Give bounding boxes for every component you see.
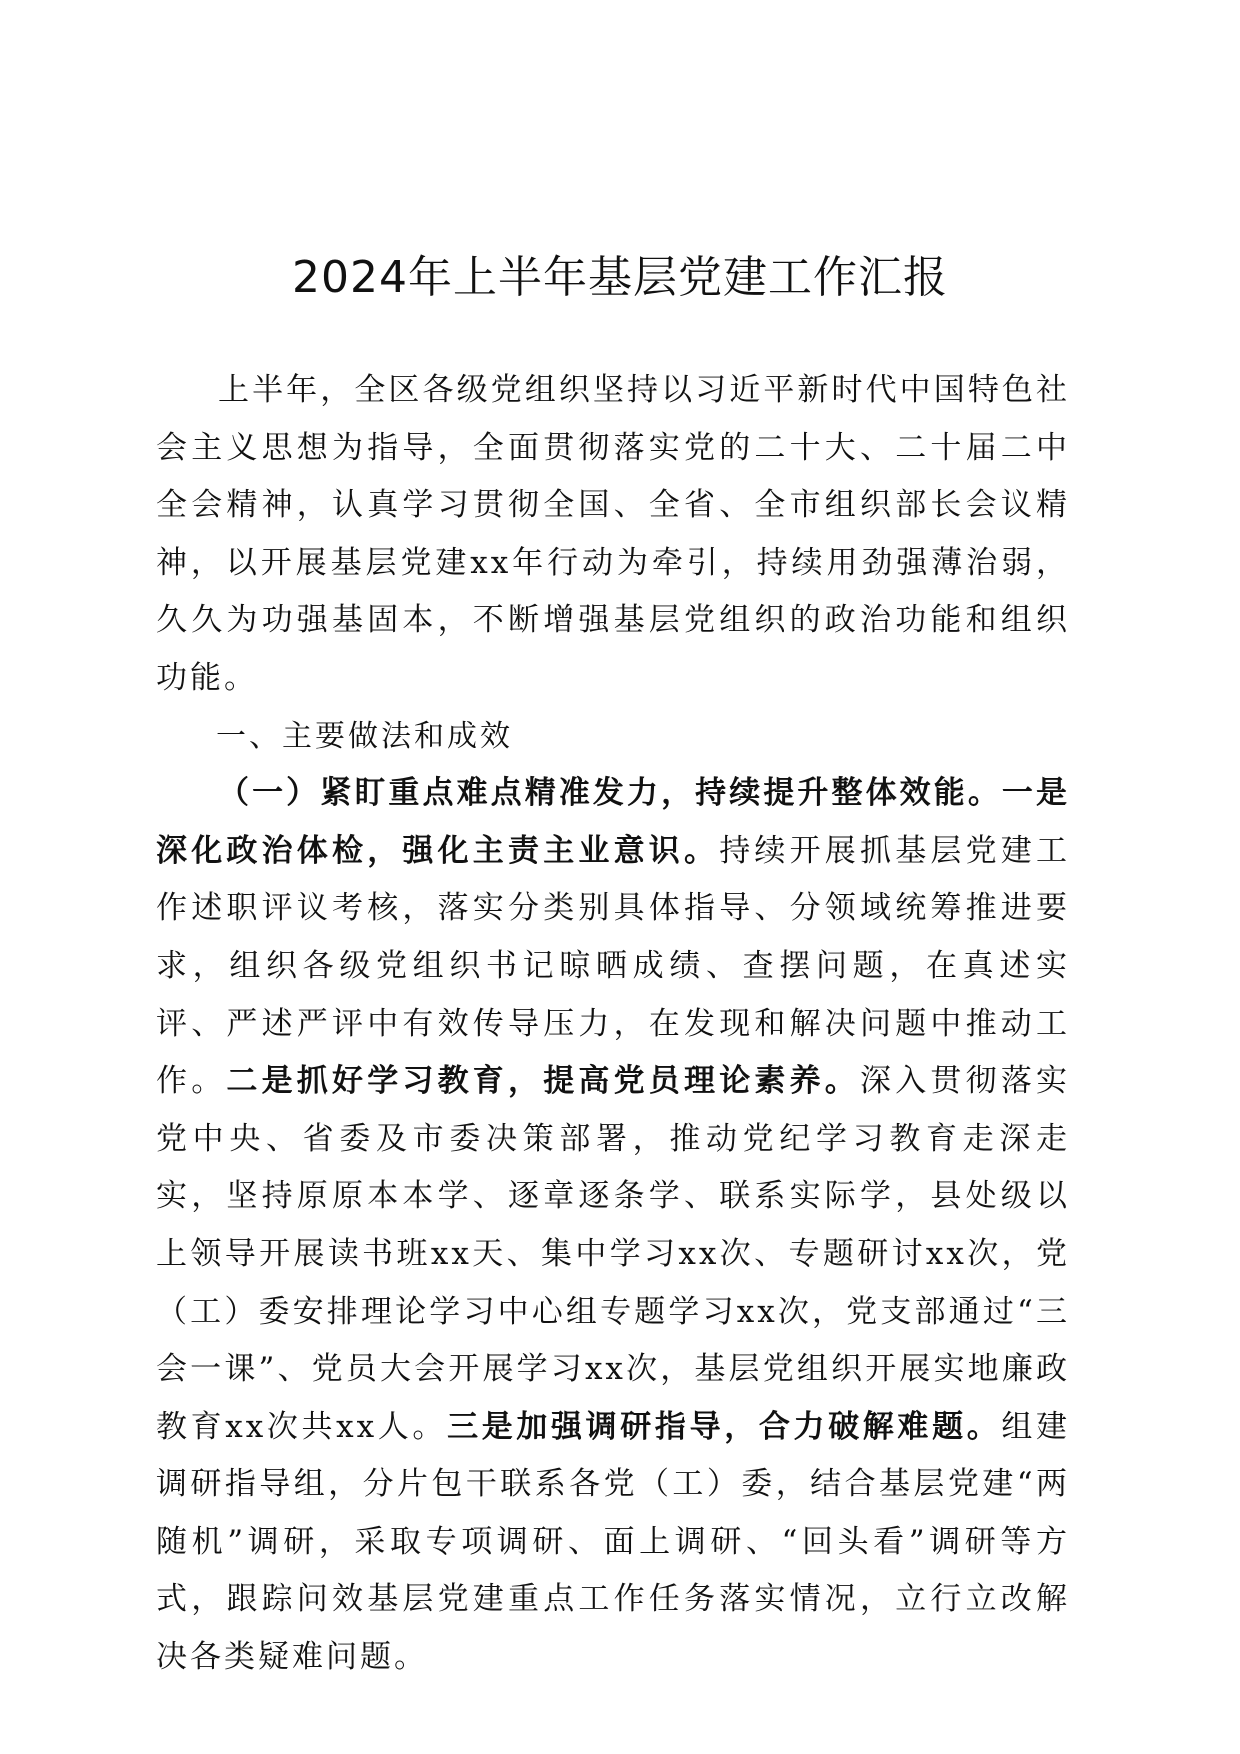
- section-heading-main-practices: 一、主要做法和成效: [216, 718, 513, 754]
- intro-paragraph: 上半年，全区各级党组织坚持以习近平新时代中国特色社会主义思想为指导，全面贯彻落实党的二十大、二十届二中全会精神，认真学习贯彻全国、全省、全市组织部长会议精神，以开展基层党建xx年行动为牵引，持续用劲强薄治弱，久久为功强基固本，不断增强基层党组织的政治功能和组织功能。: [156, 372, 1070, 696]
- point-3-lead: 三是加强调研指导，合力破解难题。: [447, 1408, 1002, 1445]
- document-title: 2024年上半年基层党建工作汇报: [292, 252, 948, 303]
- subsection-paragraph-1: [156, 765, 1070, 1687]
- point-3-body: 组建调研指导组，分片包干联系各党（工）委，结合基层党建“两随机”调研，采取专项调研、面上调研、“回头看”调研等方式，跟踪问效基层党建重点工作任务落实情况，立行立改解决各类疑难问题。: [156, 1408, 1071, 1676]
- subsection-heading: （一）紧盯重点难点精准发力，持续提升整体效能。: [218, 775, 1002, 812]
- document-body: [156, 362, 1070, 1687]
- point-2-lead: 二是抓好学习教育，提高党员理论素养。: [226, 1063, 861, 1100]
- point-2-body: 深入贯彻落实党中央、省委及市委决策部署，推动党纪学习教育走深走实，坚持原原本本学、逐章逐条学、联系实际学，县处级以上领导开展读书班xx天、集中学习xx次、专题研讨xx次，党（工）委安排理论学习中心组专题学习xx次，党支部通过“三会一课”、党员大会开展学习xx次，基层党组织开展实地廉政教育xx次共xx人。: [156, 1063, 1071, 1445]
- point-1-lead: 一是深化政治体检，强化主责主业意识。: [156, 775, 1071, 869]
- point-1-body: 持续开展抓基层党建工作述职评议考核，落实分类别具体指导、分领域统筹推进要求，组织各级党组织书记晾晒成绩、查摆问题，在真述实评、严述严评中有效传导压力，在发现和解决问题中推动工作。: [156, 832, 1071, 1100]
